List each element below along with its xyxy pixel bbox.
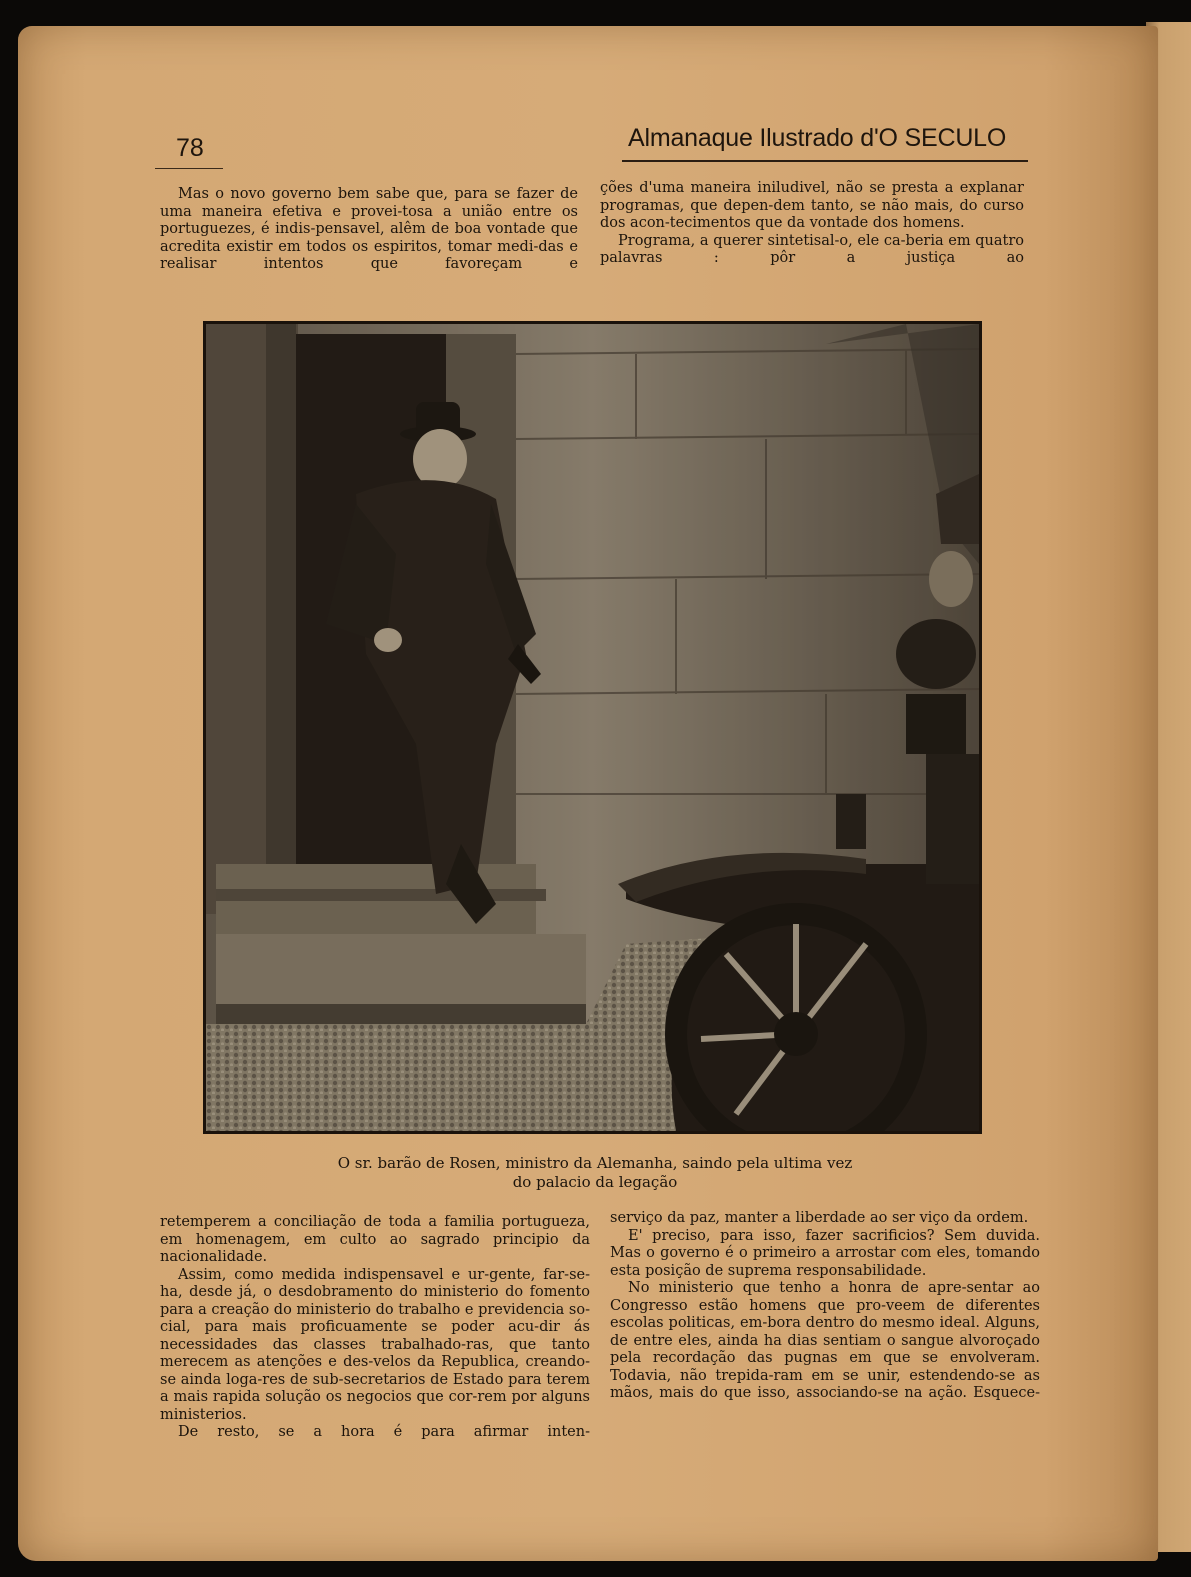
- running-title: Almanaque Ilustrado d'O SECULO: [628, 124, 1007, 152]
- paragraph: serviço da paz, manter a liberdade ao ser viço da ordem.: [610, 1210, 1029, 1226]
- page-number: 78: [176, 134, 204, 162]
- paragraph: Programa, a querer sintetisal-o, ele ca-beria em quatro palavras : pôr a justiça ao: [600, 232, 1024, 266]
- photo-caption: [200, 1154, 990, 1192]
- paragraph: Assim, como medida indispensavel e ur-gente, far-se-ha, desde já, o desdobramento do ministerio do fomento para a creação do ministerio do trabalho e previdencia so-cial, para mais proficuamente se poder acu-dir ás necessidades das classes trabalhado-ras, que tanto merecem as atenções e des-velos da Republica, creando-se ainda loga-res de sub-secretarios de Estado para terem a mais rapida solução os negocios que cor-rem por alguns ministerios.: [160, 1266, 590, 1423]
- paragraph: No ministerio que tenho a honra de apre-sentar ao Congresso estão homens que pro-veem de diferentes escolas politicas, em-bora dentro do mesmo ideal. Alguns, de entre eles, ainda ha dias sentiam o sangue alvoroçado pela recordação das pugnas em que se envolveram. Todavia, não trepida-ram em se unir, estendendo-se as mãos, mais do que isso, associando-se na ação. Esquece-: [610, 1280, 1040, 1401]
- paragraph: retemperem a conciliação de toda a familia portugueza, em homenagem, em culto ao sagrado principio da nacionalidade.: [160, 1214, 590, 1265]
- paragraph: De resto, se a hora é para afirmar inten-: [178, 1424, 590, 1440]
- caption-line: do palacio da legação: [512, 1173, 678, 1191]
- photograph-illustration: [206, 324, 979, 1131]
- paragraph: E' preciso, para isso, fazer sacrificios? Sem duvida. Mas o governo é o primeiro a arrostar com eles, tomando esta posição de suprema responsabilidade.: [610, 1227, 1040, 1279]
- bottom-right-column: [610, 1210, 1040, 1403]
- bottom-left-column: [160, 1214, 590, 1442]
- top-right-column: [600, 180, 1024, 268]
- paragraph: Mas o novo governo bem sabe que, para se fazer de uma maneira efetiva e provei-tosa a união entre os portuguezes, é indis-pensavel, alêm de boa vontade que acredita existir em todos os espiritos, tomar medi-das e realisar intentos que favoreçam e: [160, 186, 578, 272]
- page-number-rule: [155, 168, 223, 169]
- paragraph: ções d'uma maneira iniludivel, não se presta a explanar programas, que depen-dem tanto, se não mais, do curso dos acon-tecimentos que da vontade dos homens.: [600, 180, 1024, 231]
- caption-line: O sr. barão de Rosen, ministro da Alemanha, saindo pela ultima vez: [337, 1154, 853, 1172]
- photograph: [203, 321, 982, 1134]
- header-rule: [622, 160, 1028, 162]
- top-left-column: [160, 186, 578, 274]
